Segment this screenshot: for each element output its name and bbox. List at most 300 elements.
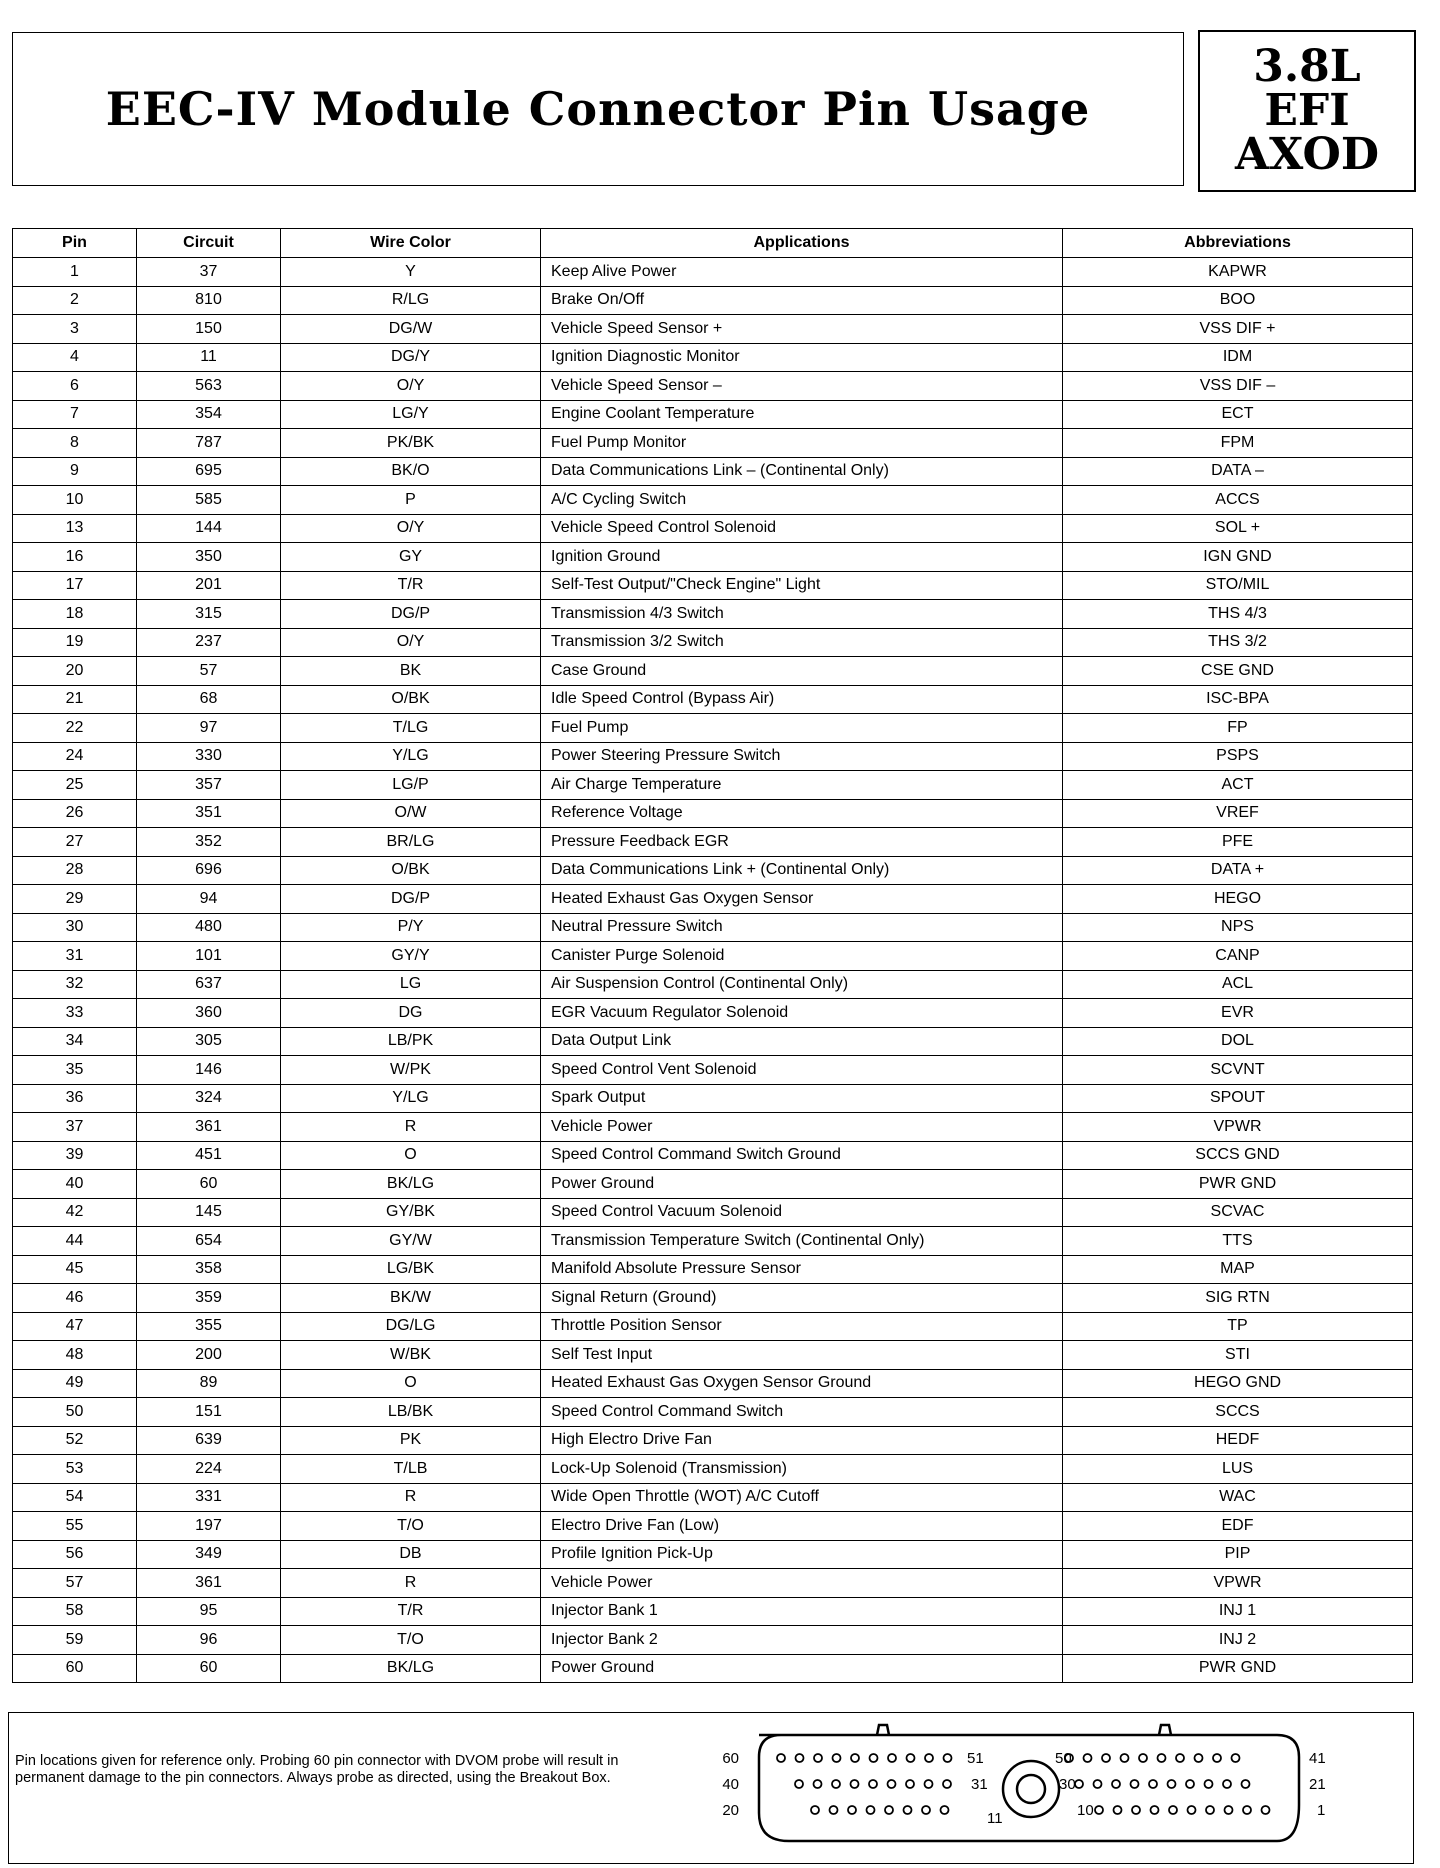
pin-hole — [1094, 1780, 1102, 1788]
table-row — [13, 1426, 1413, 1455]
wire-color-cell: DG/W — [281, 315, 541, 344]
abbreviation-cell: TP — [1063, 1312, 1413, 1341]
table-row — [13, 400, 1413, 429]
circuit-cell: 331 — [137, 1483, 281, 1512]
center-post-inner — [1017, 1775, 1045, 1803]
wire-color-cell: T/O — [281, 1512, 541, 1541]
abbreviation-cell: FP — [1063, 714, 1413, 743]
application-cell: Speed Control Vacuum Solenoid — [541, 1198, 1063, 1227]
pin-cell: 27 — [13, 828, 137, 857]
wire-color-cell: O/BK — [281, 685, 541, 714]
application-cell: Transmission 3/2 Switch — [541, 628, 1063, 657]
application-cell: Vehicle Speed Control Solenoid — [541, 514, 1063, 543]
wire-color-cell: O/Y — [281, 628, 541, 657]
wire-color-cell: DB — [281, 1540, 541, 1569]
pin-hole — [814, 1754, 822, 1762]
pin-cell: 17 — [13, 571, 137, 600]
table-row — [13, 1198, 1413, 1227]
pin-hole — [811, 1806, 819, 1814]
pin-cell: 9 — [13, 457, 137, 486]
abbreviation-cell: FPM — [1063, 429, 1413, 458]
abbreviation-cell: HEGO GND — [1063, 1369, 1413, 1398]
application-cell: Wide Open Throttle (WOT) A/C Cutoff — [541, 1483, 1063, 1512]
label-51: 51 — [967, 1750, 984, 1767]
table-row — [13, 1455, 1413, 1484]
application-cell: Vehicle Speed Sensor + — [541, 315, 1063, 344]
wire-color-cell: DG/LG — [281, 1312, 541, 1341]
pin-cell: 6 — [13, 372, 137, 401]
pin-hole — [888, 1780, 896, 1788]
abbreviation-cell: VSS DIF + — [1063, 315, 1413, 344]
pin-hole — [1169, 1806, 1177, 1814]
pin-cell: 25 — [13, 771, 137, 800]
pin-cell: 45 — [13, 1255, 137, 1284]
wire-color-cell: T/O — [281, 1626, 541, 1655]
table-row — [13, 1056, 1413, 1085]
pin-cell: 4 — [13, 343, 137, 372]
table-row — [13, 1540, 1413, 1569]
application-cell: Fuel Pump — [541, 714, 1063, 743]
wire-color-cell: DG/Y — [281, 343, 541, 372]
pin-cell: 16 — [13, 543, 137, 572]
table-row — [13, 1654, 1413, 1683]
pin-hole — [830, 1806, 838, 1814]
circuit-cell: 11 — [137, 343, 281, 372]
wire-color-cell: DG — [281, 999, 541, 1028]
wire-color-cell: BK — [281, 657, 541, 686]
pin-cell: 32 — [13, 970, 137, 999]
application-cell: Manifold Absolute Pressure Sensor — [541, 1255, 1063, 1284]
pin-hole — [1121, 1754, 1129, 1762]
circuit-cell: 354 — [137, 400, 281, 429]
table-row — [13, 486, 1413, 515]
label-11: 11 — [987, 1810, 1003, 1827]
table-row — [13, 628, 1413, 657]
pin-hole — [833, 1754, 841, 1762]
pin-cell: 46 — [13, 1284, 137, 1313]
pin-hole — [1243, 1806, 1251, 1814]
header-pin: Pin — [13, 229, 137, 258]
header-applications: Applications — [541, 229, 1063, 258]
application-cell: Data Communications Link – (Continental Only) — [541, 457, 1063, 486]
circuit-cell: 330 — [137, 742, 281, 771]
badge-engine: 3.8L — [1253, 41, 1361, 92]
abbreviation-cell: PFE — [1063, 828, 1413, 857]
pin-cell: 47 — [13, 1312, 137, 1341]
circuit-cell: 201 — [137, 571, 281, 600]
table-row — [13, 1597, 1413, 1626]
application-cell: Pressure Feedback EGR — [541, 828, 1063, 857]
pin-cell: 31 — [13, 942, 137, 971]
pin-usage-table — [12, 228, 1413, 1683]
pin-hole — [1131, 1780, 1139, 1788]
wire-color-cell: LG/P — [281, 771, 541, 800]
application-cell: Case Ground — [541, 657, 1063, 686]
circuit-cell: 94 — [137, 885, 281, 914]
circuit-cell: 480 — [137, 913, 281, 942]
pin-hole — [1205, 1780, 1213, 1788]
table-row — [13, 828, 1413, 857]
application-cell: Transmission 4/3 Switch — [541, 600, 1063, 629]
label-20: 20 — [722, 1802, 739, 1819]
table-row — [13, 600, 1413, 629]
wire-color-cell: T/R — [281, 571, 541, 600]
header-wire-color: Wire Color — [281, 229, 541, 258]
circuit-cell: 639 — [137, 1426, 281, 1455]
pin-cell: 20 — [13, 657, 137, 686]
table-row — [13, 714, 1413, 743]
table-row — [13, 657, 1413, 686]
application-cell: Power Ground — [541, 1654, 1063, 1683]
label-21: 21 — [1309, 1776, 1326, 1793]
application-cell: Air Suspension Control (Continental Only) — [541, 970, 1063, 999]
abbreviation-cell: SCVNT — [1063, 1056, 1413, 1085]
abbreviation-cell: SIG RTN — [1063, 1284, 1413, 1313]
wire-color-cell: LB/PK — [281, 1027, 541, 1056]
badge-fuel: EFI — [1264, 85, 1350, 136]
pin-hole — [906, 1780, 914, 1788]
pin-hole — [1168, 1780, 1176, 1788]
table-row — [13, 514, 1413, 543]
pin-hole — [1151, 1806, 1159, 1814]
application-cell: Spark Output — [541, 1084, 1063, 1113]
wire-color-cell: R — [281, 1483, 541, 1512]
application-cell: Ignition Ground — [541, 543, 1063, 572]
label-60: 60 — [722, 1750, 739, 1767]
circuit-cell: 95 — [137, 1597, 281, 1626]
application-cell: Idle Speed Control (Bypass Air) — [541, 685, 1063, 714]
circuit-cell: 585 — [137, 486, 281, 515]
pin-hole — [1188, 1806, 1196, 1814]
application-cell: Canister Purge Solenoid — [541, 942, 1063, 971]
abbreviation-cell: BOO — [1063, 286, 1413, 315]
circuit-cell: 101 — [137, 942, 281, 971]
wire-color-cell: P/Y — [281, 913, 541, 942]
wire-color-cell: GY — [281, 543, 541, 572]
abbreviation-cell: INJ 2 — [1063, 1626, 1413, 1655]
table-row — [13, 1512, 1413, 1541]
pin-hole — [1206, 1806, 1214, 1814]
application-cell: Transmission Temperature Switch (Continental Only) — [541, 1227, 1063, 1256]
pin-hole — [941, 1806, 949, 1814]
label-31: 31 — [971, 1776, 988, 1793]
application-cell: Speed Control Command Switch — [541, 1398, 1063, 1427]
pin-rows — [13, 258, 1413, 1683]
circuit-cell: 315 — [137, 600, 281, 629]
pin-cell: 52 — [13, 1426, 137, 1455]
table-row — [13, 1255, 1413, 1284]
pin-cell: 40 — [13, 1170, 137, 1199]
abbreviation-cell: PSPS — [1063, 742, 1413, 771]
table-row — [13, 457, 1413, 486]
circuit-cell: 787 — [137, 429, 281, 458]
pin-cell: 24 — [13, 742, 137, 771]
application-cell: Lock-Up Solenoid (Transmission) — [541, 1455, 1063, 1484]
abbreviation-cell: WAC — [1063, 1483, 1413, 1512]
table-row — [13, 372, 1413, 401]
application-cell: Data Output Link — [541, 1027, 1063, 1056]
table-row — [13, 771, 1413, 800]
connector-outline — [759, 1735, 1299, 1841]
abbreviation-cell: ECT — [1063, 400, 1413, 429]
wire-color-cell: GY/BK — [281, 1198, 541, 1227]
abbreviation-cell: DOL — [1063, 1027, 1413, 1056]
circuit-cell: 324 — [137, 1084, 281, 1113]
circuit-cell: 695 — [137, 457, 281, 486]
wire-color-cell: BK/W — [281, 1284, 541, 1313]
table-row — [13, 543, 1413, 572]
pin-hole — [869, 1780, 877, 1788]
pin-hole — [1186, 1780, 1194, 1788]
table-row — [13, 1626, 1413, 1655]
circuit-cell: 355 — [137, 1312, 281, 1341]
table-row — [13, 258, 1413, 287]
circuit-cell: 60 — [137, 1170, 281, 1199]
pin-hole — [1095, 1806, 1103, 1814]
circuit-cell: 352 — [137, 828, 281, 857]
circuit-cell: 197 — [137, 1512, 281, 1541]
table-row — [13, 856, 1413, 885]
table-row — [13, 571, 1413, 600]
pin-hole — [851, 1780, 859, 1788]
pin-cell: 10 — [13, 486, 137, 515]
pin-cell: 39 — [13, 1141, 137, 1170]
abbreviation-cell: TTS — [1063, 1227, 1413, 1256]
table-row — [13, 1341, 1413, 1370]
table-row — [13, 286, 1413, 315]
circuit-cell: 359 — [137, 1284, 281, 1313]
abbreviation-cell: ISC-BPA — [1063, 685, 1413, 714]
circuit-cell: 810 — [137, 286, 281, 315]
wire-color-cell: Y — [281, 258, 541, 287]
circuit-cell: 60 — [137, 1654, 281, 1683]
application-cell: Vehicle Speed Sensor – — [541, 372, 1063, 401]
header-circuit: Circuit — [137, 229, 281, 258]
abbreviation-cell: SOL + — [1063, 514, 1413, 543]
badge-transmission: AXOD — [1235, 129, 1379, 180]
pin-hole — [870, 1754, 878, 1762]
abbreviation-cell: IGN GND — [1063, 543, 1413, 572]
table-row — [13, 885, 1413, 914]
wire-color-cell: LB/BK — [281, 1398, 541, 1427]
pin-cell: 35 — [13, 1056, 137, 1085]
application-cell: Fuel Pump Monitor — [541, 429, 1063, 458]
wire-color-cell: BK/O — [281, 457, 541, 486]
pin-hole — [1223, 1780, 1231, 1788]
circuit-cell: 144 — [137, 514, 281, 543]
pin-cell: 19 — [13, 628, 137, 657]
connector-diagram — [9, 1713, 1413, 1863]
abbreviation-cell: HEGO — [1063, 885, 1413, 914]
circuit-cell: 200 — [137, 1341, 281, 1370]
pin-hole — [1262, 1806, 1270, 1814]
application-cell: Injector Bank 2 — [541, 1626, 1063, 1655]
table-row — [13, 429, 1413, 458]
abbreviation-cell: THS 4/3 — [1063, 600, 1413, 629]
table-header-row — [13, 229, 1413, 258]
wire-color-cell: T/LB — [281, 1455, 541, 1484]
circuit-cell: 361 — [137, 1113, 281, 1142]
abbreviation-cell: VREF — [1063, 799, 1413, 828]
table-row — [13, 1398, 1413, 1427]
pin-hole — [943, 1780, 951, 1788]
reference-note: Pin locations given for reference only. Probing 60 pin connector with DVOM probe will result in permanent damage to the pin connectors. Always probe as directed, using the Breakout Box. — [15, 1753, 619, 1786]
wire-color-cell: LG/Y — [281, 400, 541, 429]
circuit-cell: 57 — [137, 657, 281, 686]
pin-cell: 1 — [13, 258, 137, 287]
circuit-cell: 146 — [137, 1056, 281, 1085]
abbreviation-cell: THS 3/2 — [1063, 628, 1413, 657]
circuit-cell: 237 — [137, 628, 281, 657]
application-cell: Power Ground — [541, 1170, 1063, 1199]
abbreviation-cell: ACT — [1063, 771, 1413, 800]
wire-color-cell: T/LG — [281, 714, 541, 743]
pin-cell: 7 — [13, 400, 137, 429]
pin-hole — [907, 1754, 915, 1762]
pin-cell: 37 — [13, 1113, 137, 1142]
pin-cell: 50 — [13, 1398, 137, 1427]
pin-cell: 26 — [13, 799, 137, 828]
application-cell: Vehicle Power — [541, 1113, 1063, 1142]
application-cell: Profile Ignition Pick-Up — [541, 1540, 1063, 1569]
title-box — [12, 32, 1184, 186]
pin-hole — [922, 1806, 930, 1814]
pin-cell: 3 — [13, 315, 137, 344]
label-1: 1 — [1317, 1802, 1326, 1819]
pin-cell: 59 — [13, 1626, 137, 1655]
application-cell: Neutral Pressure Switch — [541, 913, 1063, 942]
table-row — [13, 343, 1413, 372]
circuit-cell: 654 — [137, 1227, 281, 1256]
pin-cell: 53 — [13, 1455, 137, 1484]
label-40: 40 — [722, 1776, 739, 1793]
abbreviation-cell: KAPWR — [1063, 258, 1413, 287]
pin-cell: 8 — [13, 429, 137, 458]
abbreviation-cell: IDM — [1063, 343, 1413, 372]
abbreviation-cell: ACCS — [1063, 486, 1413, 515]
pin-cell: 29 — [13, 885, 137, 914]
pin-hole — [832, 1780, 840, 1788]
pin-hole — [888, 1754, 896, 1762]
circuit-cell: 305 — [137, 1027, 281, 1056]
label-41: 41 — [1309, 1750, 1326, 1767]
table-row — [13, 942, 1413, 971]
wire-color-cell: O/BK — [281, 856, 541, 885]
pin-hole — [1112, 1780, 1120, 1788]
circuit-cell: 358 — [137, 1255, 281, 1284]
abbreviation-cell: SCCS — [1063, 1398, 1413, 1427]
wire-color-cell: BR/LG — [281, 828, 541, 857]
wire-color-cell: DG/P — [281, 600, 541, 629]
pin-cell: 54 — [13, 1483, 137, 1512]
wire-color-cell: PK — [281, 1426, 541, 1455]
wire-color-cell: O — [281, 1141, 541, 1170]
wire-color-cell: PK/BK — [281, 429, 541, 458]
circuit-cell: 150 — [137, 315, 281, 344]
pin-hole — [1102, 1754, 1110, 1762]
application-cell: Self-Test Output/"Check Engine" Light — [541, 571, 1063, 600]
table-row — [13, 1312, 1413, 1341]
pin-hole — [1132, 1806, 1140, 1814]
wire-color-cell: T/R — [281, 1597, 541, 1626]
table-row — [13, 1227, 1413, 1256]
table-row — [13, 1569, 1413, 1598]
pin-hole — [1242, 1780, 1250, 1788]
connector-key-left — [877, 1725, 889, 1735]
abbreviation-cell: LUS — [1063, 1455, 1413, 1484]
abbreviation-cell: MAP — [1063, 1255, 1413, 1284]
pin-hole — [795, 1780, 803, 1788]
application-cell: Engine Coolant Temperature — [541, 400, 1063, 429]
wire-color-cell: LG — [281, 970, 541, 999]
abbreviation-cell: VPWR — [1063, 1569, 1413, 1598]
circuit-cell: 351 — [137, 799, 281, 828]
abbreviation-cell: DATA + — [1063, 856, 1413, 885]
wire-color-cell: R — [281, 1569, 541, 1598]
pin-hole — [925, 1780, 933, 1788]
application-cell: Heated Exhaust Gas Oxygen Sensor — [541, 885, 1063, 914]
pin-hole — [925, 1754, 933, 1762]
application-cell: Speed Control Command Switch Ground — [541, 1141, 1063, 1170]
circuit-cell: 145 — [137, 1198, 281, 1227]
abbreviation-cell: CANP — [1063, 942, 1413, 971]
pin-cell: 21 — [13, 685, 137, 714]
pin-cell: 55 — [13, 1512, 137, 1541]
pin-cell: 49 — [13, 1369, 137, 1398]
wire-color-cell: GY/W — [281, 1227, 541, 1256]
abbreviation-cell: SPOUT — [1063, 1084, 1413, 1113]
table-row — [13, 315, 1413, 344]
pin-cell: 42 — [13, 1198, 137, 1227]
pin-hole — [1232, 1754, 1240, 1762]
pin-cell: 36 — [13, 1084, 137, 1113]
abbreviation-cell: INJ 1 — [1063, 1597, 1413, 1626]
abbreviation-cell: PWR GND — [1063, 1654, 1413, 1683]
application-cell: Injector Bank 1 — [541, 1597, 1063, 1626]
pin-hole — [814, 1780, 822, 1788]
application-cell: Signal Return (Ground) — [541, 1284, 1063, 1313]
page-title: EEC-IV Module Connector Pin Usage — [105, 82, 1091, 136]
abbreviation-cell: SCCS GND — [1063, 1141, 1413, 1170]
engine-badge — [1198, 30, 1416, 192]
pin-cell: 48 — [13, 1341, 137, 1370]
application-cell: Speed Control Vent Solenoid — [541, 1056, 1063, 1085]
circuit-cell: 357 — [137, 771, 281, 800]
pin-cell: 57 — [13, 1569, 137, 1598]
wire-color-cell: BK/LG — [281, 1170, 541, 1199]
abbreviation-cell: STI — [1063, 1341, 1413, 1370]
abbreviation-cell: PIP — [1063, 1540, 1413, 1569]
application-cell: Keep Alive Power — [541, 258, 1063, 287]
abbreviation-cell: EVR — [1063, 999, 1413, 1028]
table-row — [13, 742, 1413, 771]
label-10: 10 — [1077, 1802, 1094, 1819]
circuit-cell: 563 — [137, 372, 281, 401]
application-cell: Self Test Input — [541, 1341, 1063, 1370]
circuit-cell: 224 — [137, 1455, 281, 1484]
pin-cell: 2 — [13, 286, 137, 315]
wire-color-cell: O/Y — [281, 372, 541, 401]
circuit-cell: 349 — [137, 1540, 281, 1569]
wire-color-cell: W/BK — [281, 1341, 541, 1370]
connector-key-right — [1159, 1725, 1171, 1735]
pin-hole — [777, 1754, 785, 1762]
circuit-cell: 696 — [137, 856, 281, 885]
pin-cell: 60 — [13, 1654, 137, 1683]
table-row — [13, 970, 1413, 999]
table-row — [13, 1170, 1413, 1199]
pin-hole — [1225, 1806, 1233, 1814]
